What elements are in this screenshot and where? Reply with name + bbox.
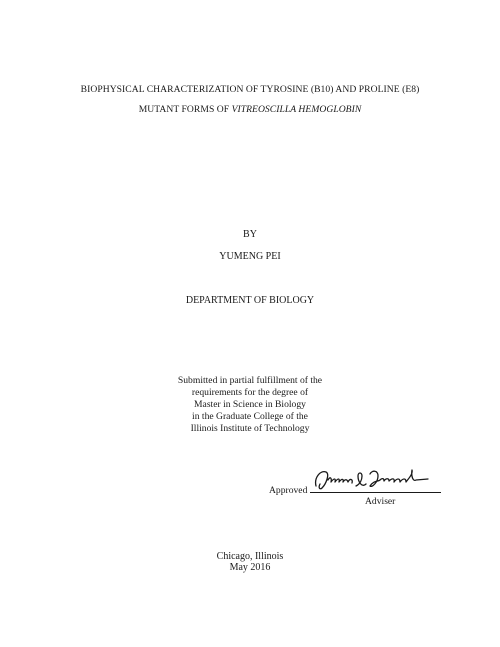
signature-line — [310, 492, 441, 493]
approved-label: Approved — [269, 485, 308, 496]
submission-line: in the Graduate College of the — [192, 411, 308, 422]
author-name: YUMENG PEI — [219, 251, 281, 262]
approval-block — [0, 466, 500, 516]
date: May 2016 — [229, 562, 271, 573]
submission-line: Master in Science in Biology — [194, 399, 306, 410]
submission-line: requirements for the degree of — [191, 387, 309, 398]
title-line-1: BIOPHYSICAL CHARACTERIZATION OF TYROSINE (B10) AND PROLINE (E8) — [80, 84, 420, 95]
adviser-label: Adviser — [365, 496, 396, 507]
department: DEPARTMENT OF BIOLOGY — [185, 295, 315, 306]
title-organism: VITREOSCILLA HEMOGLOBIN — [231, 104, 362, 115]
submission-line: Illinois Institute of Technology — [190, 423, 310, 434]
title-line-2-prefix: MUTANT FORMS OF — [138, 104, 232, 115]
by-label: BY — [243, 229, 257, 240]
place: Chicago, Illinois — [216, 551, 284, 562]
submission-line: Submitted in partial fulfillment of the — [177, 375, 323, 386]
title-line-2 — [0, 104, 500, 116]
